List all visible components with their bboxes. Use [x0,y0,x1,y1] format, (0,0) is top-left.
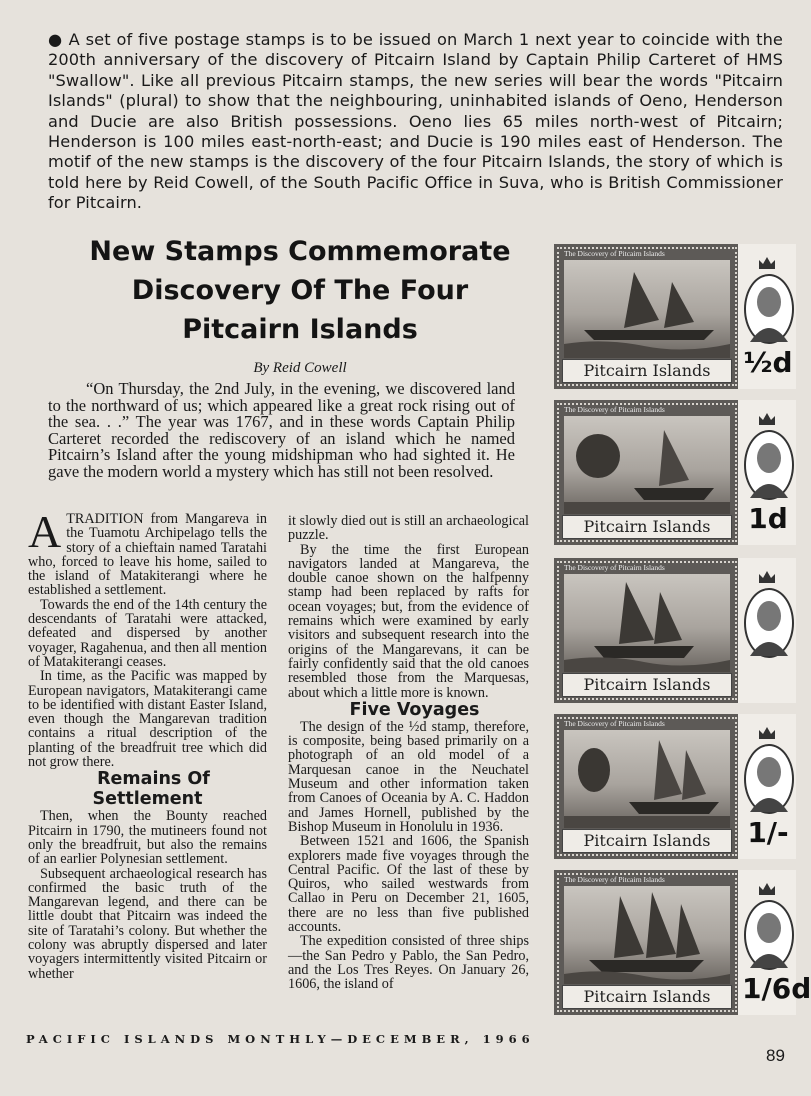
stamp-value: 1/- [747,816,789,849]
stamp-header: The Discovery of Pitcairn Islands [564,249,665,258]
queen-portrait [744,430,794,500]
crown-icon [758,882,776,896]
page-footer: PACIFIC ISLANDS MONTHLY—DECEMBER, 1966 [26,1032,535,1046]
ship-illustration [564,886,730,984]
col2-paragraph-3: The design of the ½d stamp, therefore, is composite, being based primarily on a photograph of an old model of a Marquesan canoe in the Neuchatel Museum and other information taken from Canoes of Oceania by A. C. Haddon and James Hornell, published by the Bishop Museum in Honolulu in 1936. [288,718,529,835]
lead-paragraph: “On Thursday, the 2nd July, in the evening, we discovered land to the northward of us; which appeared like a great rock rising out of the sea. . .” The year was 1767, and in these words Captain Philip Carteret recorded the rediscovery of an island which he named Pitcairn’s Island after the young midshipman who had sighted it. He gave the modern world a mystery which has still not been resolved. [48,379,515,481]
stamp-one-penny [554,400,740,545]
queen-portrait [744,274,794,344]
headline-line-2: Discovery Of The Four [131,275,469,306]
stamp-name-band: Pitcairn Islands [562,673,732,697]
stamp-value: 1d [748,502,788,535]
stamp-strip [542,240,811,1030]
col2-paragraph-5: The expedition consisted of three ships—the San Pedro y Pablo, the San Pedro, and the Los Tres Reyes. On January 26, 1606, the island of [288,933,529,993]
stamp-portrait-panel [738,400,796,545]
drop-cap: A [28,506,62,557]
stamp-value: ½d [743,346,793,379]
col2-paragraph-2: By the time the first European navigators landed at Mangareva, the double canoe shown on the halfpenny stamp had been replaced by rafts for ocean voyages; but, from the evidence of remains which were examined by early visitors and subsequent research into the origins of the Mangarevans, it can be fairly confidently said that the old canoes resembled those from the Marquesas, about which a little more is known. [288,541,529,701]
subhead-remains: Remains Of Settlement [92,769,210,810]
col1-paragraph-1: ATRADITION from Mangareva in the Tuamotu Archipelago tells the story of a chieftain named Taratahi who, forced to leave his home, sailed to the island of Matakiterangi where he established a settlement. [28,506,267,599]
headline-line-3: Pitcairn Islands [182,314,418,345]
ship-illustration [564,730,730,828]
stamp-portrait-panel [738,870,811,1015]
crown-icon [758,570,776,584]
crown-icon [758,412,776,426]
stamp-header: The Discovery of Pitcairn Islands [564,563,665,572]
canoe-illustration [564,260,730,358]
col2-paragraph-1: it slowly died out is still an archaeological puzzle. [288,513,529,544]
queen-portrait [744,900,794,970]
col1-paragraph-3: In time, as the Pacific was mapped by European navigators, Matakiterangi came to be identified with distant Easter Island, even though the Mangarevan tradition contains a ritual description of the planting of the breadfruit tree which did not grow there. [28,668,267,771]
queen-portrait [744,588,794,658]
ship-illustration [564,416,730,514]
page-number: 89 [766,1046,785,1065]
stamp-portrait-panel [738,558,796,703]
ship-illustration [564,574,730,672]
column-1 [28,506,267,982]
col1-paragraph-2: Towards the end of the 14th century the descendants of Taratahi were attacked, defeated and dispersed by another voyager, Ragahenua, and then all mention of Matakiterangi ceases. [28,596,267,670]
stamp-one-and-six [554,870,740,1015]
stamp-name-band: Pitcairn Islands [562,985,732,1009]
stamp-portrait-panel [738,714,796,859]
stamp-name-band: Pitcairn Islands [562,515,732,539]
stamp-one-shilling [554,714,740,859]
byline: By Reid Cowell [253,360,347,376]
stamp-halfpenny [554,244,740,389]
stamp-header: The Discovery of Pitcairn Islands [564,875,665,884]
subhead-five-voyages: Five Voyages [349,699,480,720]
column-2 [288,514,529,992]
crown-icon [758,256,776,270]
stamp-san-pedro [554,558,740,703]
stamp-name-band: Pitcairn Islands [562,829,732,853]
stamp-portrait-panel [738,244,796,389]
stamp-header: The Discovery of Pitcairn Islands [564,405,665,414]
crown-icon [758,726,776,740]
intro-paragraph: ● A set of five postage stamps is to be issued on March 1 next year to coincide with the 200th anniversary of the discovery of Pitcairn Island by Captain Philip Carteret of HMS "Swallow". Like all previous Pitcairn stamps, the new series will bear the words "Pitcairn Islands" (plural) to show that the neighbouring, uninhabited islands of Oeno, Henderson and Ducie are also British possessions. Oeno lies 65 miles north-west of Pitcairn; Henderson is 100 miles east-north-east; and Ducie is 190 miles east of Henderson. The motif of the new stamps is the discovery of the four Pitcairn Islands, the story of which is told here by Reid Cowell, of the South Pacific Office in Suva, who is British Commissioner for Pitcairn. [48,30,783,213]
stamp-name-band: Pitcairn Islands [562,359,732,383]
headline-line-1: New Stamps Commemorate [89,236,511,267]
queen-portrait [744,744,794,814]
col2-paragraph-4: Between 1521 and 1606, the Spanish explorers made five voyages through the Central Pacific. Of the last of these by Quiros, who sailed westwards from Callao in Peru on December 21, 1605, there are no less than five published accounts. [288,833,529,936]
article-headline [60,232,540,349]
stamp-value: 1/6d [742,972,811,1005]
stamp-header: The Discovery of Pitcairn Islands [564,719,665,728]
col1-paragraph-5: Subsequent archaeological research has confirmed the basic truth of the Mangarevan legend, and there can be little doubt that Pitcairn was indeed the site of Taratahi’s colony. But whether the colony was abruptly dispersed and later voyagers intermittently visited Pitcairn or whether [28,865,267,982]
col1-paragraph-4: Then, when the Bounty reached Pitcairn in 1790, the mutineers found not only the breadfruit, but also the remains of an earlier Polynesian settlement. [28,808,267,868]
